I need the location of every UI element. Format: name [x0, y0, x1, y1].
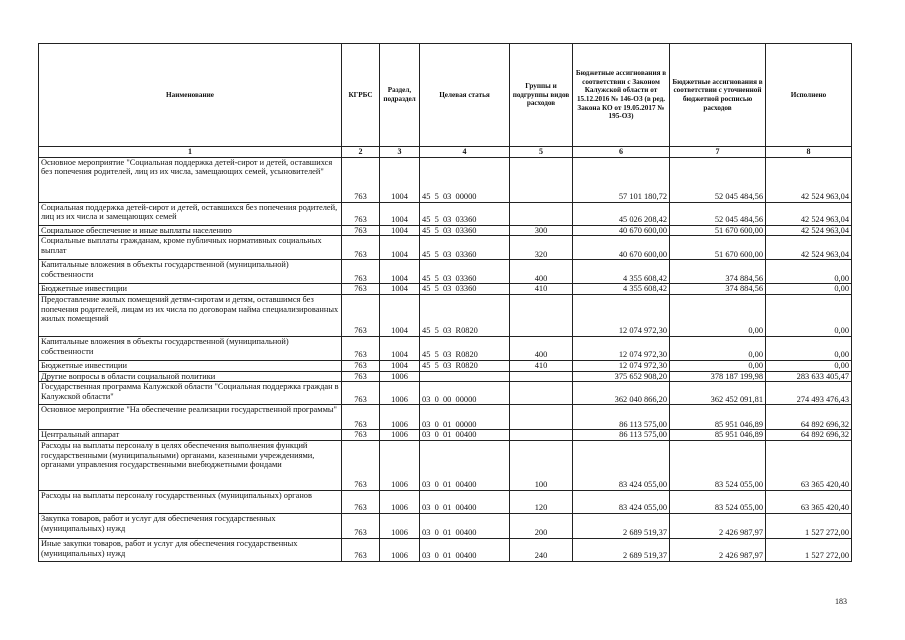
row-executed: 0,00	[766, 260, 852, 284]
row-kgrbs: 763	[342, 371, 380, 382]
row-group	[510, 382, 573, 405]
row-executed: 0,00	[766, 360, 852, 371]
column-number-row	[39, 147, 852, 158]
column-number: 6	[573, 147, 670, 158]
row-section: 1004	[380, 225, 420, 236]
row-assign-law: 4 355 608,42	[573, 284, 670, 295]
row-executed: 283 633 405,47	[766, 371, 852, 382]
row-group: 410	[510, 360, 573, 371]
row-target: 03 0 01 00000	[420, 405, 510, 430]
row-assign-law: 362 040 866,20	[573, 382, 670, 405]
row-section: 1006	[380, 430, 420, 441]
row-executed: 1 527 272,00	[766, 513, 852, 538]
row-assign-law: 86 113 575,00	[573, 430, 670, 441]
row-section: 1004	[380, 260, 420, 284]
row-group	[510, 405, 573, 430]
row-assign-law: 40 670 600,00	[573, 225, 670, 236]
row-kgrbs: 763	[342, 294, 380, 336]
row-assign-law: 12 074 972,30	[573, 294, 670, 336]
row-assign-law: 40 670 600,00	[573, 236, 670, 260]
row-assign-updated: 83 524 055,00	[670, 440, 766, 490]
row-group	[510, 371, 573, 382]
row-target: 03 0 01 00400	[420, 440, 510, 490]
row-executed: 63 365 420,40	[766, 440, 852, 490]
row-executed: 0,00	[766, 284, 852, 295]
row-executed: 42 524 963,04	[766, 202, 852, 225]
row-group: 240	[510, 538, 573, 561]
row-name: Бюджетные инвестиции	[39, 284, 342, 295]
table-row	[39, 513, 852, 538]
header-section: Раздел, подраздел	[380, 44, 420, 147]
row-name: Расходы на выплаты персоналу в целях обеспечения выполнения функций государственными (муниципальными) органами, казенными учреждениями, органами управления государственными внебюджетными фондами	[39, 440, 342, 490]
row-group: 400	[510, 260, 573, 284]
row-assign-law: 2 689 519,37	[573, 513, 670, 538]
row-target: 03 0 01 00400	[420, 513, 510, 538]
row-executed: 0,00	[766, 336, 852, 360]
row-target: 03 0 01 00400	[420, 538, 510, 561]
row-name: Капитальные вложения в объекты государственной (муниципальной) собственности	[39, 336, 342, 360]
row-name: Основное мероприятие "На обеспечение реализации государственной программы"	[39, 405, 342, 430]
row-assign-law: 2 689 519,37	[573, 538, 670, 561]
column-number: 5	[510, 147, 573, 158]
table-row	[39, 202, 852, 225]
row-group: 400	[510, 336, 573, 360]
row-group: 320	[510, 236, 573, 260]
row-assign-updated: 374 884,56	[670, 260, 766, 284]
row-name: Социальные выплаты гражданам, кроме публичных нормативных социальных выплат	[39, 236, 342, 260]
table-row	[39, 490, 852, 513]
row-target: 45 5 03 R0820	[420, 336, 510, 360]
header-groups: Группы и подгруппы видов расходов	[510, 44, 573, 147]
row-group: 200	[510, 513, 573, 538]
row-group	[510, 202, 573, 225]
row-section: 1006	[380, 513, 420, 538]
row-section: 1004	[380, 236, 420, 260]
row-assign-law: 57 101 180,72	[573, 157, 670, 202]
row-assign-updated: 0,00	[670, 294, 766, 336]
row-group: 120	[510, 490, 573, 513]
row-section: 1004	[380, 294, 420, 336]
row-name: Расходы на выплаты персоналу государственных (муниципальных) органов	[39, 490, 342, 513]
row-kgrbs: 763	[342, 513, 380, 538]
row-target: 03 0 01 00400	[420, 430, 510, 441]
row-section: 1004	[380, 157, 420, 202]
row-target: 45 5 03 03360	[420, 236, 510, 260]
row-assign-updated: 85 951 046,89	[670, 430, 766, 441]
row-target: 03 0 00 00000	[420, 382, 510, 405]
header-assign-law: Бюджетные ассигнования в соответствии с Законом Калужской области от 15.12.2016 № 146-ОЗ (в ред. Закона КО от 19.05.2017 № 195-ОЗ)	[573, 44, 670, 147]
row-section: 1006	[380, 490, 420, 513]
row-name: Социальное обеспечение и иные выплаты населению	[39, 225, 342, 236]
row-kgrbs: 763	[342, 225, 380, 236]
table-row	[39, 336, 852, 360]
row-section: 1006	[380, 371, 420, 382]
page-number: 183	[835, 597, 847, 606]
row-name: Основное мероприятие "Социальная поддержка детей-сирот и детей, оставшихся без попечения родителей, лиц из их числа, замещающих семей, усыновителей"	[39, 157, 342, 202]
row-group: 300	[510, 225, 573, 236]
row-assign-updated: 374 884,56	[670, 284, 766, 295]
column-number: 2	[342, 147, 380, 158]
row-name: Закупка товаров, работ и услуг для обеспечения государственных (муниципальных) нужд	[39, 513, 342, 538]
header-executed: Исполнено	[766, 44, 852, 147]
row-assign-updated: 2 426 987,97	[670, 513, 766, 538]
row-assign-updated: 2 426 987,97	[670, 538, 766, 561]
table-row	[39, 440, 852, 490]
budget-table	[38, 43, 852, 562]
row-executed: 0,00	[766, 294, 852, 336]
row-executed: 64 892 696,32	[766, 430, 852, 441]
row-assign-updated: 0,00	[670, 360, 766, 371]
row-section: 1004	[380, 284, 420, 295]
row-name: Иные закупки товаров, работ и услуг для обеспечения государственных (муниципальных) нужд	[39, 538, 342, 561]
row-name: Капитальные вложения в объекты государственной (муниципальной) собственности	[39, 260, 342, 284]
row-assign-updated: 362 452 091,81	[670, 382, 766, 405]
table-row	[39, 430, 852, 441]
row-group	[510, 294, 573, 336]
table-row	[39, 382, 852, 405]
row-group	[510, 157, 573, 202]
row-assign-law: 83 424 055,00	[573, 440, 670, 490]
row-name: Государственная программа Калужской области "Социальная поддержка граждан в Калужской области"	[39, 382, 342, 405]
column-number: 1	[39, 147, 342, 158]
column-number: 8	[766, 147, 852, 158]
row-kgrbs: 763	[342, 260, 380, 284]
row-kgrbs: 763	[342, 284, 380, 295]
row-executed: 1 527 272,00	[766, 538, 852, 561]
row-executed: 42 524 963,04	[766, 236, 852, 260]
table-row	[39, 405, 852, 430]
row-kgrbs: 763	[342, 360, 380, 371]
row-section: 1006	[380, 382, 420, 405]
row-target: 45 5 03 03360	[420, 202, 510, 225]
row-group: 410	[510, 284, 573, 295]
row-target: 45 5 03 03360	[420, 260, 510, 284]
column-number: 7	[670, 147, 766, 158]
row-assign-updated: 51 670 600,00	[670, 225, 766, 236]
header-name: Наименование	[39, 44, 342, 147]
row-kgrbs: 763	[342, 430, 380, 441]
row-target: 45 5 03 03360	[420, 225, 510, 236]
table-row	[39, 284, 852, 295]
row-kgrbs: 763	[342, 157, 380, 202]
row-kgrbs: 763	[342, 440, 380, 490]
row-assign-updated: 52 045 484,56	[670, 157, 766, 202]
table-row	[39, 371, 852, 382]
row-kgrbs: 763	[342, 236, 380, 260]
row-target	[420, 371, 510, 382]
row-assign-updated: 0,00	[670, 336, 766, 360]
row-kgrbs: 763	[342, 202, 380, 225]
row-section: 1004	[380, 202, 420, 225]
row-section: 1006	[380, 440, 420, 490]
table-row	[39, 236, 852, 260]
row-section: 1006	[380, 538, 420, 561]
row-executed: 274 493 476,43	[766, 382, 852, 405]
table-header-row	[39, 44, 852, 147]
row-assign-law: 45 026 208,42	[573, 202, 670, 225]
row-kgrbs: 763	[342, 490, 380, 513]
header-kgrbs: КГРБС	[342, 44, 380, 147]
row-target: 03 0 01 00400	[420, 490, 510, 513]
table-row	[39, 225, 852, 236]
row-section: 1004	[380, 336, 420, 360]
row-name: Другие вопросы в области социальной политики	[39, 371, 342, 382]
row-target: 45 5 03 R0820	[420, 360, 510, 371]
column-number: 4	[420, 147, 510, 158]
row-target: 45 5 03 00000	[420, 157, 510, 202]
row-executed: 63 365 420,40	[766, 490, 852, 513]
row-target: 45 5 03 R0820	[420, 294, 510, 336]
table-row	[39, 360, 852, 371]
row-name: Центральный аппарат	[39, 430, 342, 441]
row-section: 1006	[380, 405, 420, 430]
row-section: 1004	[380, 360, 420, 371]
row-assign-law: 12 074 972,30	[573, 336, 670, 360]
header-target: Целевая статья	[420, 44, 510, 147]
table-body	[39, 157, 852, 561]
row-kgrbs: 763	[342, 538, 380, 561]
row-kgrbs: 763	[342, 382, 380, 405]
row-kgrbs: 763	[342, 405, 380, 430]
header-assign-updated: Бюджетные ассигнования в соответствии с уточненной бюджетной росписью расходов	[670, 44, 766, 147]
row-name: Бюджетные инвестиции	[39, 360, 342, 371]
row-assign-updated: 52 045 484,56	[670, 202, 766, 225]
table-row	[39, 157, 852, 202]
table-row	[39, 294, 852, 336]
row-assign-updated: 83 524 055,00	[670, 490, 766, 513]
row-assign-law: 83 424 055,00	[573, 490, 670, 513]
row-assign-updated: 51 670 600,00	[670, 236, 766, 260]
table-row	[39, 538, 852, 561]
row-group	[510, 430, 573, 441]
row-kgrbs: 763	[342, 336, 380, 360]
row-group: 100	[510, 440, 573, 490]
row-assign-law: 12 074 972,30	[573, 360, 670, 371]
row-assign-law: 375 652 908,20	[573, 371, 670, 382]
row-assign-law: 86 113 575,00	[573, 405, 670, 430]
column-number: 3	[380, 147, 420, 158]
row-assign-updated: 378 187 199,98	[670, 371, 766, 382]
row-assign-updated: 85 951 046,89	[670, 405, 766, 430]
row-executed: 42 524 963,04	[766, 157, 852, 202]
row-target: 45 5 03 03360	[420, 284, 510, 295]
table-row	[39, 260, 852, 284]
row-assign-law: 4 355 608,42	[573, 260, 670, 284]
row-name: Предоставление жилых помещений детям-сиротам и детям, оставшимся без попечения родителей, лицам из их числа по договорам найма специализированных жилых помещений	[39, 294, 342, 336]
row-name: Социальная поддержка детей-сирот и детей, оставшихся без попечения родителей, лиц из их числа и замещающих семей	[39, 202, 342, 225]
row-executed: 42 524 963,04	[766, 225, 852, 236]
row-executed: 64 892 696,32	[766, 405, 852, 430]
